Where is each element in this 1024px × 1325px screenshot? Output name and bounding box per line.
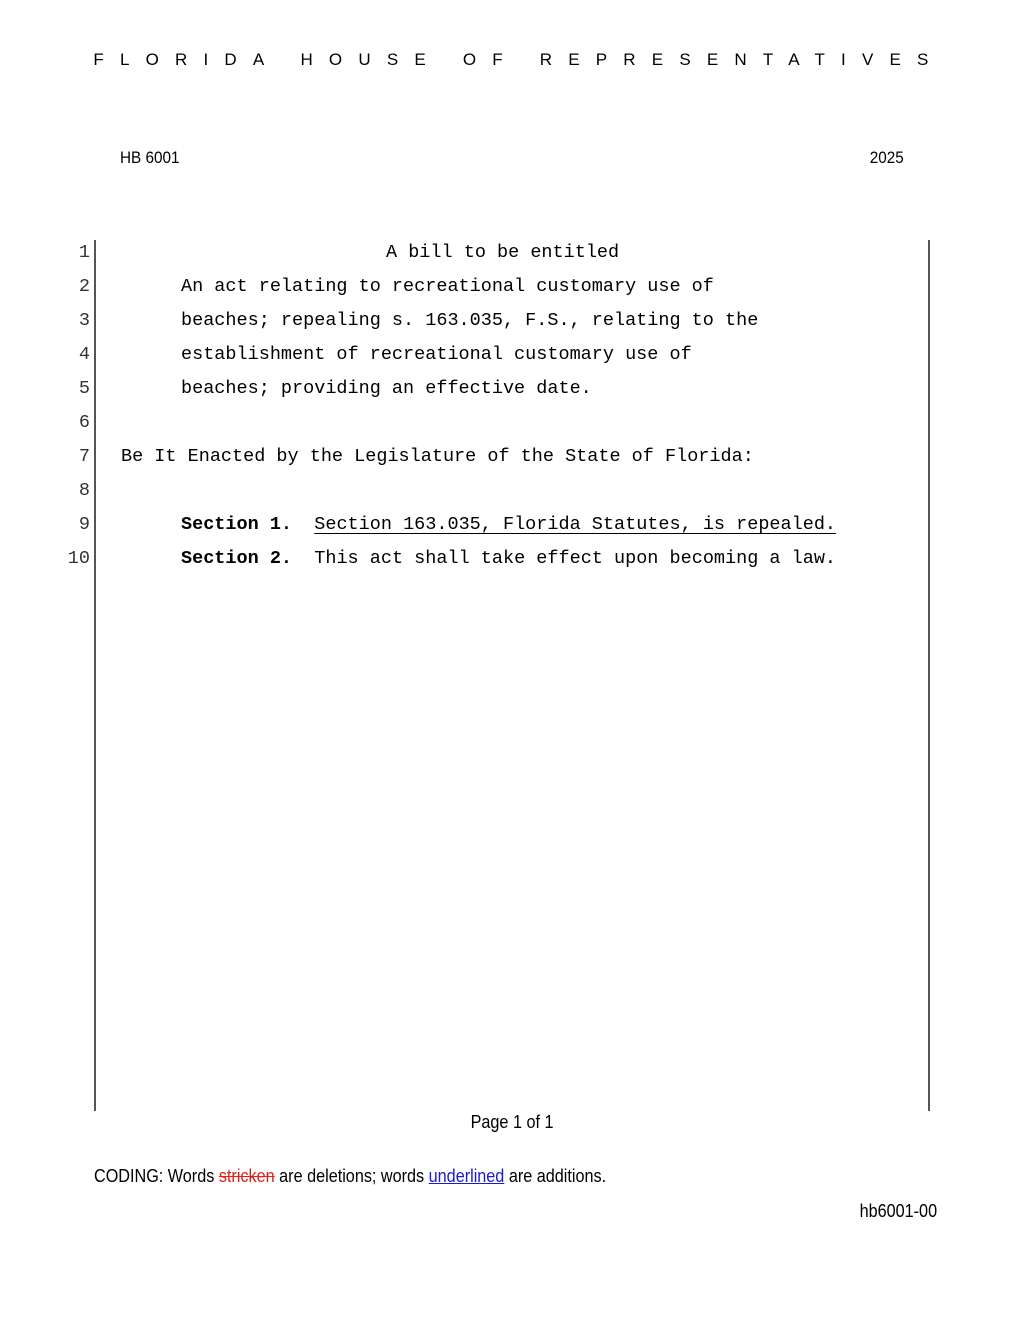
section-label: Section 2. bbox=[181, 548, 293, 569]
bill-line bbox=[0, 308, 1024, 342]
page-number bbox=[0, 1112, 1024, 1133]
line-number: 9 bbox=[78, 514, 90, 535]
coding-stricken-sample: stricken bbox=[218, 1166, 275, 1186]
enacting-clause: Be It Enacted by the Legislature of the State of Florida: bbox=[121, 446, 754, 467]
bill-line bbox=[0, 444, 1024, 478]
line-number: 4 bbox=[78, 344, 90, 365]
bill-line bbox=[0, 410, 1024, 444]
bill-line-text: beaches; providing an effective date. bbox=[181, 378, 592, 399]
bill-year: 2025 bbox=[869, 148, 904, 167]
line-number: 7 bbox=[78, 446, 90, 467]
coding-suffix: are additions. bbox=[508, 1166, 607, 1186]
line-number: 1 bbox=[78, 242, 90, 263]
section-1 bbox=[181, 512, 836, 538]
line-number: 6 bbox=[78, 412, 90, 433]
coding-legend bbox=[94, 1166, 606, 1187]
bill-line bbox=[0, 240, 1024, 274]
bill-line-text: establishment of recreational customary use of bbox=[181, 344, 692, 365]
line-number: 2 bbox=[78, 276, 90, 297]
section-2 bbox=[181, 546, 836, 572]
section-text: This act shall take effect upon becoming a law. bbox=[314, 548, 837, 569]
bill-text-body bbox=[0, 240, 1024, 580]
bill-number: HB 6001 bbox=[120, 148, 180, 167]
bill-line bbox=[0, 478, 1024, 512]
document-code: hb6001-00 bbox=[859, 1201, 937, 1221]
coding-underlined-sample: underlined bbox=[428, 1166, 505, 1186]
line-number: 10 bbox=[67, 548, 90, 569]
chamber-header: FLORIDA HOUSE OF REPRESENTATIVES bbox=[93, 50, 945, 69]
bill-title-line: A bill to be entitled bbox=[386, 242, 620, 263]
bill-line bbox=[0, 274, 1024, 308]
bill-line bbox=[0, 512, 1024, 546]
coding-middle: are deletions; words bbox=[279, 1166, 425, 1186]
bill-line bbox=[0, 376, 1024, 410]
bill-line bbox=[0, 546, 1024, 580]
line-number: 3 bbox=[78, 310, 90, 331]
page-number-text: Page 1 of 1 bbox=[470, 1112, 554, 1132]
line-number: 5 bbox=[78, 378, 90, 399]
bill-line-text: beaches; repealing s. 163.035, F.S., relating to the bbox=[181, 310, 759, 331]
section-label: Section 1. bbox=[181, 514, 293, 535]
coding-prefix: CODING: Words bbox=[94, 1166, 215, 1186]
bill-line bbox=[0, 342, 1024, 376]
added-text: Section 163.035, Florida Statutes, is repealed. bbox=[314, 514, 837, 535]
line-number: 8 bbox=[78, 480, 90, 501]
bill-line-text: An act relating to recreational customary use of bbox=[181, 276, 714, 297]
